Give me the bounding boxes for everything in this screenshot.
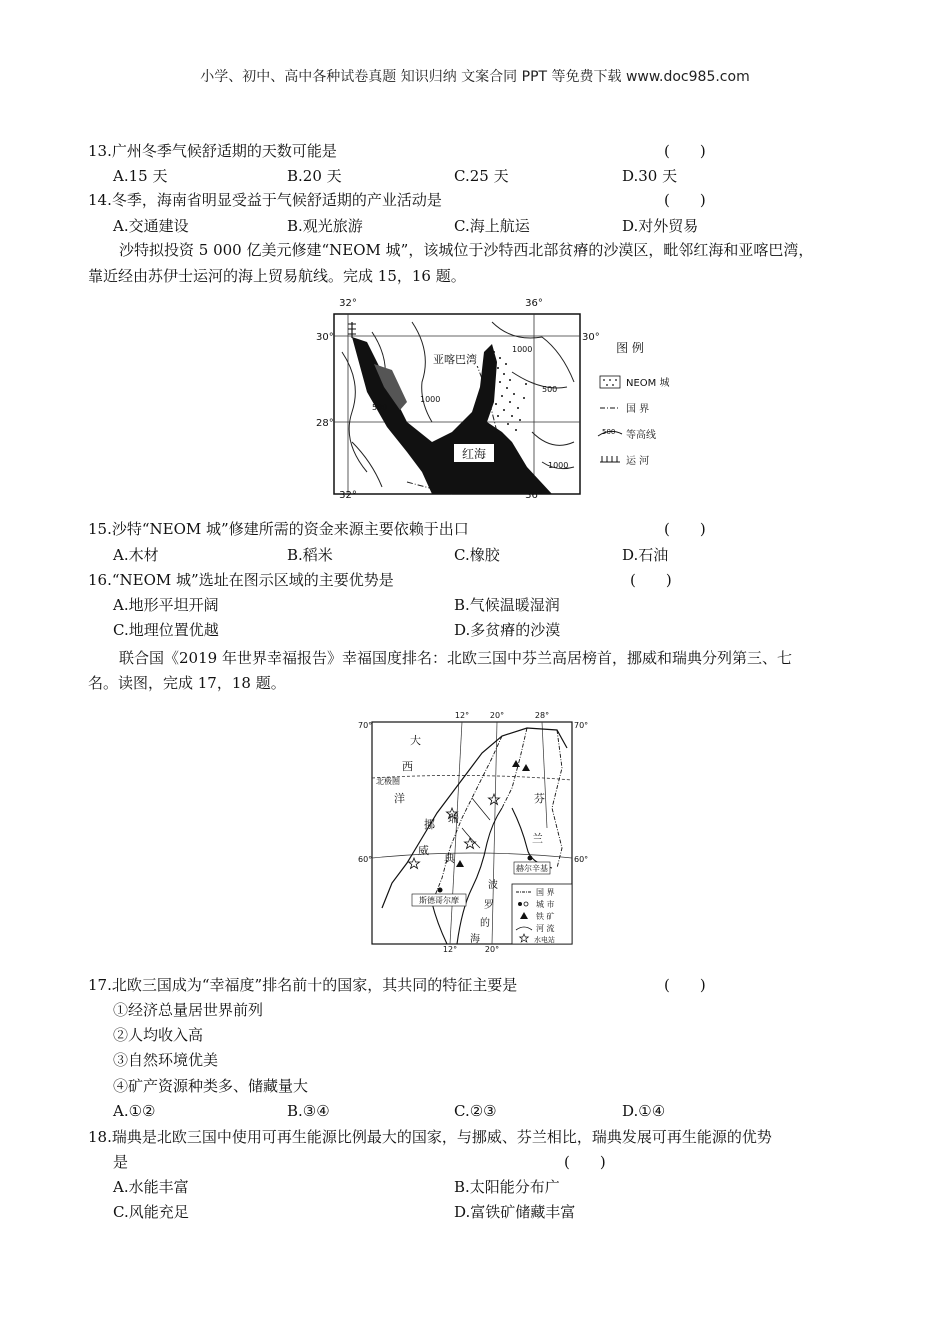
q14-option-c[interactable]: C.海上航运 [454,217,530,235]
q17-answer-bracket[interactable]: ( ) [664,976,706,994]
q17-option-a[interactable]: A.①② [113,1102,156,1120]
q17-item-2: ②人均收入高 [113,1026,204,1044]
q14-answer-bracket[interactable]: ( ) [664,191,706,209]
map2-finland-char: 芬 [534,792,545,805]
map2-baltic-char: 波 [488,880,498,891]
q17-item-3: ③自然环境优美 [113,1051,219,1069]
map2-city-helsinki: 赫尔辛基 [516,864,548,873]
q16-option-b[interactable]: B.气候温暖湿润 [454,596,560,614]
map2-legend-city: 城 市 [536,900,555,909]
map2-lon-label-20: 20° [489,711,505,720]
map1-contour-label: 500 [542,385,558,394]
q16-option-c[interactable]: C.地理位置优越 [113,621,219,639]
q14-option-d[interactable]: D.对外贸易 [622,217,699,235]
q14-stem: 14.冬季，海南省明显受益于气候舒适期的产业活动是 [88,191,442,209]
map1-place-red-sea: 红海 [461,447,487,461]
q17-item-4: ④矿产资源种类多、储藏量大 [113,1077,309,1095]
q16-stem: 16.“NEOM 城”选址在图示区域的主要优势是 [88,571,394,589]
map1-contour-label: 1000 [548,461,569,470]
map2-lat-label-60: 60° [358,855,373,864]
q18-stem-line2: 是 [113,1153,129,1171]
map1-lat-label-30-right: 30° [582,332,600,343]
q15-option-d[interactable]: D.石油 [622,546,669,564]
q17-option-b[interactable]: B.③④ [287,1102,330,1120]
map1-lon-label-32-top: 32° [339,298,357,309]
map1-lon-label-36-top: 36° [525,298,543,309]
map1-lon-label-36-bottom: 36° [525,490,543,501]
map2-legend-border: 国 界 [536,888,555,897]
q13-option-c[interactable]: C.25 天 [454,167,509,185]
map1-contour-label: 500 [372,403,388,412]
map2-sweden-char: 瑞 [448,812,459,825]
q17-stem: 17.北欧三国成为“幸福度”排名前十的国家，其共同的特征主要是 [88,976,518,994]
q15-stem: 15.沙特“NEOM 城”修建所需的资金来源主要依赖于出口 [88,520,469,538]
q13-option-b[interactable]: B.20 天 [287,167,342,185]
neom-map [312,292,684,502]
q16-option-a[interactable]: A.地形平坦开阔 [113,596,219,614]
map1-lat-label-28: 28° [316,418,334,429]
map2-ocean-char: 洋 [394,792,405,805]
q18-stem-line1: 18.瑞典是北欧三国中使用可再生能源比例最大的国家，与挪威、芬兰相比，瑞典发展可再生能源的优势 [88,1128,772,1146]
map2-ocean-char: 西 [402,760,413,773]
q17-option-c[interactable]: C.②③ [454,1102,497,1120]
map1-lon-label-32-bottom: 32° [339,490,357,501]
map1-legend-neom: NEOM 城 [626,378,670,389]
map2-lon-label-12: 12° [454,711,470,720]
map1-place-aqaba: 亚喀巴湾 [433,353,477,366]
q15-option-a[interactable]: A.木材 [113,546,159,564]
map2-finland-char: 兰 [532,832,543,845]
nordic-map [352,708,592,954]
page-header: 小学、初中、高中各种试卷真题 知识归纳 文案合同 PPT 等免费下载 www.doc985.com [200,69,750,85]
q13-answer-bracket[interactable]: ( ) [664,142,706,160]
map2-norway-char: 挪 [424,818,435,831]
q18-option-b[interactable]: B.太阳能分布广 [454,1178,560,1196]
q17-item-1: ①经济总量居世界前列 [113,1001,264,1019]
map1-legend-border: 国 界 [626,404,650,415]
map2-baltic-char: 罗 [484,900,494,911]
map1-legend-title: 图 例 [616,341,644,355]
q18-option-c[interactable]: C.风能充足 [113,1203,189,1221]
q18-answer-bracket[interactable]: ( ) [564,1153,606,1171]
map2-legend-river: 河 流 [536,924,555,933]
map1-legend-canal: 运 河 [626,456,650,467]
q16-option-d[interactable]: D.多贫瘠的沙漠 [454,621,561,639]
q15-option-b[interactable]: B.稻米 [287,546,333,564]
map2-arctic-circle-label: 北极圈 [376,777,400,786]
passage-neom-line1: 沙特拟投资 5 000 亿美元修建“NEOM 城”，该城位于沙特西北部贫瘠的沙漠区，毗邻红海和亚喀巴湾， [119,241,814,259]
q14-option-a[interactable]: A.交通建设 [113,217,189,235]
passage-happiness-line2: 名。读图，完成 17，18 题。 [88,674,286,692]
passage-neom-line2: 靠近经由苏伊士运河的海上贸易航线。完成 15，16 题。 [88,267,466,285]
q13-option-a[interactable]: A.15 天 [113,167,168,185]
map2-ocean-char: 大 [410,734,421,747]
map1-lat-label-30: 30° [316,332,334,343]
q15-answer-bracket[interactable]: ( ) [664,520,706,538]
map1-legend-contour: 等高线 [626,430,656,441]
map2-baltic-char: 海 [470,934,480,945]
map2-city-stockholm: 斯德哥尔摩 [419,896,459,905]
map2-baltic-char: 的 [480,918,490,929]
q16-answer-bracket[interactable]: ( ) [630,571,672,589]
map2-legend-hydro: 水电站 [534,936,555,944]
q14-option-b[interactable]: B.观光旅游 [287,217,363,235]
map1-contour-label: 1000 [512,345,533,354]
q13-stem: 13.广州冬季气候舒适期的天数可能是 [88,142,337,160]
map2-lon-label-12-bottom: 12° [442,945,458,954]
map2-lat-label-70: 70° [358,721,373,730]
map2-sweden-char: 典 [444,852,455,865]
map2-lat-label-60-right: 60° [574,855,589,864]
map2-lon-label-20-bottom: 20° [484,945,500,954]
map1-contour-label: 1000 [420,395,441,404]
passage-happiness-line1: 联合国《2019 年世界幸福报告》幸福国度排名：北欧三国中芬兰高居榜首，挪威和瑞典分列第三、七 [119,649,792,667]
map2-lon-label-28: 28° [534,711,550,720]
q13-option-d[interactable]: D.30 天 [622,167,678,185]
q17-option-d[interactable]: D.①④ [622,1102,666,1120]
map1-legend-contour-value: 500 [602,428,616,436]
map2-norway-char: 威 [418,844,429,857]
map2-legend-iron: 铁 矿 [536,912,555,921]
q18-option-a[interactable]: A.水能丰富 [113,1178,189,1196]
q15-option-c[interactable]: C.橡胶 [454,546,500,564]
map2-lat-label-70-right: 70° [574,721,589,730]
q18-option-d[interactable]: D.富铁矿储藏丰富 [454,1203,576,1221]
